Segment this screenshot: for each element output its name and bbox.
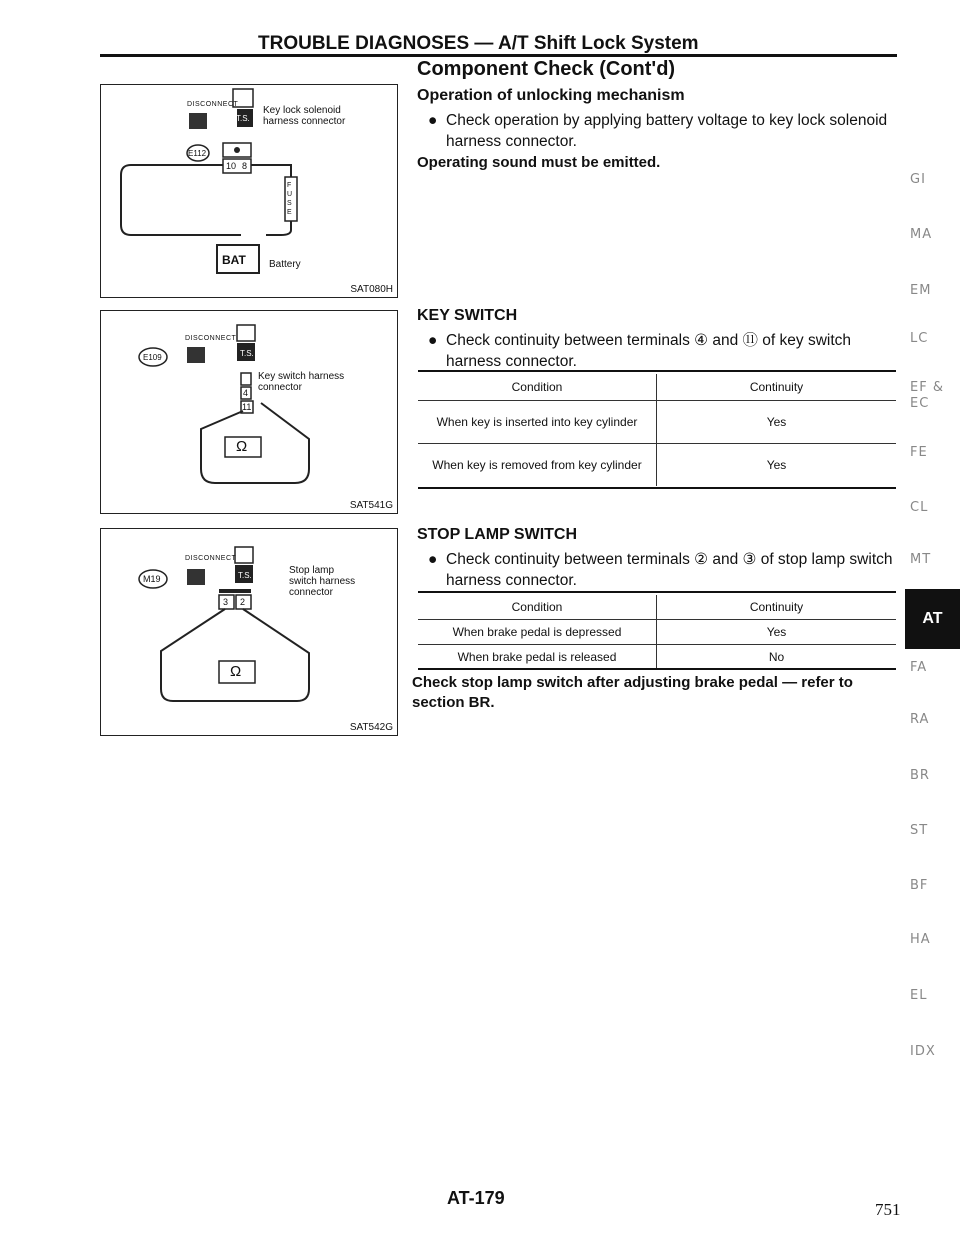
figure-key-lock-solenoid [100, 84, 398, 298]
table-header-continuity: Continuity [657, 595, 897, 620]
table-header-condition: Condition [418, 595, 657, 620]
unlock-note: Operating sound must be emitted. [417, 154, 661, 171]
table-row: When brake pedal is released No [418, 645, 896, 670]
battery-label: Battery [269, 259, 301, 270]
side-tab-ma[interactable]: MA [910, 227, 933, 242]
stop-lamp-bullet: ● Check continuity between terminals ② and ③ of stop lamp switch harness connector. [428, 551, 893, 589]
figure-stop-lamp-switch [100, 528, 398, 736]
side-tab-lc[interactable]: LC [910, 331, 929, 346]
disconnect-label: DISCONNECT [187, 101, 239, 108]
section-title: Component Check (Cont'd) [417, 58, 676, 80]
stop-lamp-bullet-text: Check continuity between terminals ② and ③ of stop lamp switch harness connector. [446, 551, 893, 589]
unlock-bullet: ● Check operation by applying battery voltage to key lock solenoid harness connector. [428, 112, 888, 150]
key-switch-bullet-text: Check continuity between terminals ④ and ⑪ of key switch harness connector. [446, 332, 852, 370]
side-tab-ra[interactable]: RA [910, 712, 930, 727]
ts-label: T.S. [240, 349, 254, 358]
pin-10: 10 [226, 161, 237, 171]
ohm-meter-label: Ω [236, 438, 248, 455]
unlock-heading: Operation of unlocking mechanism [417, 87, 685, 104]
key-switch-connector-label: Key switch harness connector [258, 371, 345, 393]
ts-label: T.S. [238, 571, 252, 580]
pin-8: 8 [242, 161, 248, 171]
side-tab-el[interactable]: EL [910, 988, 928, 1003]
pin-4: 4 [243, 388, 249, 398]
page-number: 751 [875, 1200, 901, 1219]
key-switch-table-top [418, 370, 896, 372]
ts-label: T.S. [236, 114, 250, 123]
key-switch-table [418, 374, 896, 486]
stop-lamp-table [418, 595, 896, 669]
figure-code: SAT542G [349, 722, 393, 733]
fuse-label: FUSE [287, 182, 293, 216]
unlock-bullet-text: Check operation by applying battery voltage to key lock solenoid harness connector. [446, 112, 888, 150]
table-row: When key is removed from key cylinder Yes [418, 444, 896, 487]
side-tab-idx[interactable]: IDX [910, 1044, 936, 1059]
pin-2: 2 [240, 597, 246, 607]
key-lock-connector-label: Key lock solenoid harness connector [263, 105, 346, 127]
disconnect-label: DISCONNECT [185, 555, 237, 562]
stop-lamp-note: Check stop lamp switch after adjusting brake pedal — refer to section BR. [412, 674, 853, 711]
stop-lamp-heading: STOP LAMP SWITCH [417, 526, 578, 543]
pin-3: 3 [223, 597, 229, 607]
side-tab-at-active[interactable]: AT [905, 589, 960, 649]
disconnect-label: DISCONNECT [185, 335, 237, 342]
side-tab-ha[interactable]: HA [910, 932, 931, 947]
side-tab-bf[interactable]: BF [910, 878, 929, 893]
figure-code: SAT080H [350, 284, 393, 295]
stop-lamp-table-bottom [418, 668, 896, 670]
figure-code: SAT541G [349, 500, 393, 511]
connector-id: E109 [143, 353, 162, 362]
figure-key-switch [100, 310, 398, 514]
side-tab-br[interactable]: BR [910, 768, 930, 783]
header-rule [100, 54, 897, 57]
side-tab-gi[interactable]: GI [910, 172, 926, 187]
page-code: AT-179 [447, 1188, 505, 1208]
pin-11: 11 [242, 402, 252, 412]
connector-id: E112 [188, 149, 207, 158]
connector-id: M19 [143, 574, 161, 584]
table-row: When key is inserted into key cylinder Yes [418, 401, 896, 444]
side-tab-st[interactable]: ST [910, 823, 929, 838]
key-switch-table-bottom [418, 487, 896, 489]
stop-lamp-switch-diagram [101, 529, 397, 735]
side-tab-cl[interactable]: CL [910, 500, 929, 515]
stop-lamp-connector-label: Stop lamp switch harness connector [289, 565, 356, 598]
key-switch-heading: KEY SWITCH [417, 307, 518, 324]
table-header-condition: Condition [418, 374, 657, 401]
side-tab-fa[interactable]: FA [910, 660, 928, 675]
table-row: When brake pedal is depressed Yes [418, 620, 896, 645]
side-tab-fe[interactable]: FE [910, 445, 928, 460]
side-tab-mt[interactable]: MT [910, 552, 932, 567]
side-tab-em[interactable]: EM [910, 283, 932, 298]
table-header-continuity: Continuity [657, 374, 897, 401]
key-switch-bullet: ● Check continuity between terminals ④ and ⑪ of key switch harness connector. [428, 332, 852, 370]
bat-label: BAT [222, 253, 246, 267]
page-header: TROUBLE DIAGNOSES — A/T Shift Lock System [258, 33, 699, 54]
stop-lamp-table-top [418, 591, 896, 593]
side-tab-ef-ec[interactable]: EF & EC [910, 380, 944, 411]
ohm-meter-label: Ω [230, 663, 242, 680]
